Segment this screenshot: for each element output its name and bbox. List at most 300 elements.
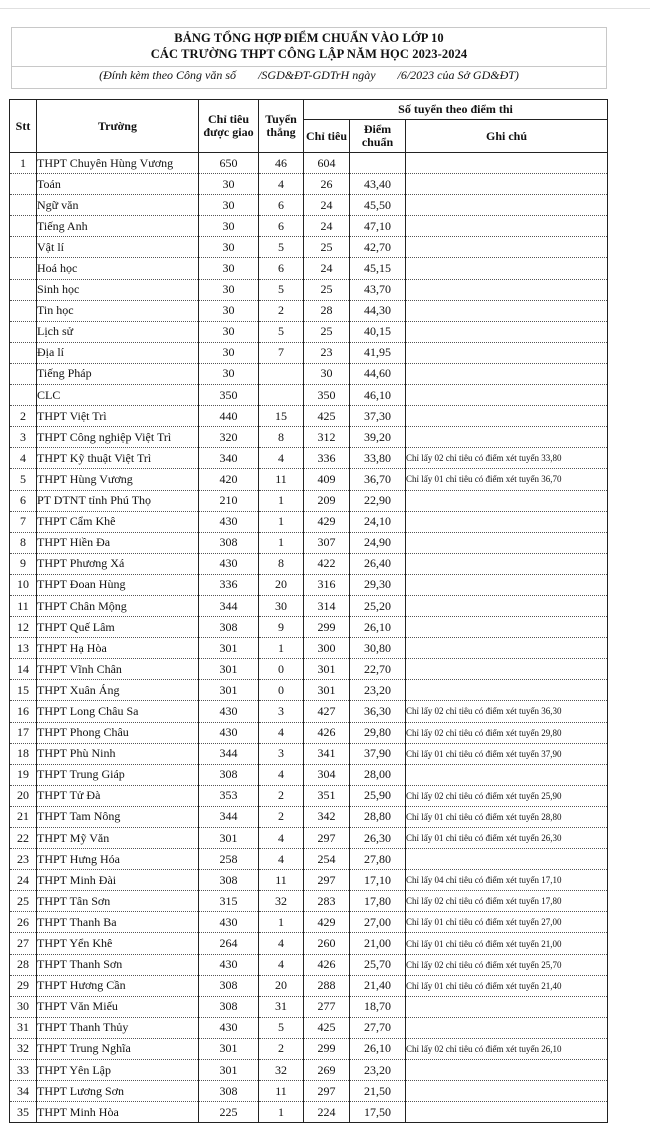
title-line-2: CÁC TRƯỜNG THPT CÔNG LẬP NĂM HỌC 2023-2024: [150, 47, 468, 61]
row-stt: 15: [10, 680, 37, 701]
table-body: [10, 153, 608, 1123]
table-row: [10, 321, 608, 342]
table-row: [10, 258, 608, 279]
reference-part-2: /SGD&ĐT-GDTrH ngày: [258, 68, 376, 82]
row-school: THPT Kỹ thuật Việt Trì: [37, 448, 199, 469]
row-direct: 1: [259, 511, 304, 532]
row-school: THPT Minh Hòa: [37, 1102, 199, 1123]
table-row: [10, 933, 608, 954]
row-cutoff: 25,20: [350, 595, 406, 616]
table-row: [10, 385, 608, 406]
page-top-edge: [0, 0, 650, 9]
row-note: Chỉ lấy 02 chỉ tiêu có điểm xét tuyển 36,30: [406, 701, 608, 722]
row-quota: 301: [199, 1060, 259, 1081]
row-direct: 32: [259, 1060, 304, 1081]
row-cutoff: 17,50: [350, 1102, 406, 1123]
row-school: THPT Yên Lập: [37, 1060, 199, 1081]
table-row: [10, 237, 608, 258]
row-direct: 6: [259, 195, 304, 216]
table-row: [10, 511, 608, 532]
row-cutoff: 21,50: [350, 1081, 406, 1102]
table-row: [10, 469, 608, 490]
row-cutoff: 17,10: [350, 870, 406, 891]
header-direct-admission: Tuyển thẳng: [259, 100, 304, 153]
row-note: Chỉ lấy 01 chỉ tiêu có điểm xét tuyển 21,40: [406, 975, 608, 996]
row-exam-quota: 341: [304, 743, 350, 764]
row-school: Lịch sử: [37, 321, 199, 342]
row-direct: 8: [259, 553, 304, 574]
row-school: Tin học: [37, 300, 199, 321]
table-row: [10, 595, 608, 616]
row-direct: 6: [259, 258, 304, 279]
row-stt: 19: [10, 764, 37, 785]
row-cutoff: 26,10: [350, 1038, 406, 1059]
row-stt: 4: [10, 448, 37, 469]
row-stt: 21: [10, 806, 37, 827]
document-reference: [12, 68, 606, 83]
row-school: THPT Thanh Ba: [37, 912, 199, 933]
row-exam-quota: 422: [304, 553, 350, 574]
row-school: Hoá học: [37, 258, 199, 279]
row-quota: 430: [199, 954, 259, 975]
row-school: THPT Vĩnh Chân: [37, 659, 199, 680]
row-direct: 32: [259, 891, 304, 912]
row-exam-quota: 288: [304, 975, 350, 996]
row-exam-quota: 23: [304, 342, 350, 363]
row-note: [406, 553, 608, 574]
row-stt: 7: [10, 511, 37, 532]
row-note: Chỉ lấy 04 chỉ tiêu có điểm xét tuyển 17,10: [406, 870, 608, 891]
row-direct: 5: [259, 1017, 304, 1038]
row-note: [406, 237, 608, 258]
row-note: [406, 342, 608, 363]
row-school: THPT Hiền Đa: [37, 532, 199, 553]
row-exam-quota: 409: [304, 469, 350, 490]
row-note: Chỉ lấy 01 chỉ tiêu có điểm xét tuyển 28,80: [406, 806, 608, 827]
row-direct: 2: [259, 300, 304, 321]
row-note: Chỉ lấy 02 chỉ tiêu có điểm xét tuyển 33,80: [406, 448, 608, 469]
row-note: [406, 1081, 608, 1102]
row-direct: 3: [259, 701, 304, 722]
row-quota: 30: [199, 342, 259, 363]
row-direct: 20: [259, 574, 304, 595]
row-note: Chỉ lấy 02 chỉ tiêu có điểm xét tuyển 17,80: [406, 891, 608, 912]
row-cutoff: 37,90: [350, 743, 406, 764]
row-exam-quota: 24: [304, 216, 350, 237]
table-row: [10, 427, 608, 448]
table-row: [10, 680, 608, 701]
row-quota: 430: [199, 722, 259, 743]
row-note: [406, 153, 608, 174]
row-direct: 5: [259, 321, 304, 342]
row-cutoff: 21,00: [350, 933, 406, 954]
row-direct: 4: [259, 954, 304, 975]
table-row: [10, 743, 608, 764]
row-stt: 27: [10, 933, 37, 954]
table-row: [10, 891, 608, 912]
row-school: THPT Trung Giáp: [37, 764, 199, 785]
row-quota: 301: [199, 659, 259, 680]
row-quota: 301: [199, 1038, 259, 1059]
row-note: Chỉ lấy 01 chỉ tiêu có điểm xét tuyển 36,70: [406, 469, 608, 490]
row-cutoff: 24,10: [350, 511, 406, 532]
row-cutoff: 17,80: [350, 891, 406, 912]
row-school: THPT Hùng Vương: [37, 469, 199, 490]
row-stt: 31: [10, 1017, 37, 1038]
row-exam-quota: 350: [304, 385, 350, 406]
row-note: Chỉ lấy 01 chỉ tiêu có điểm xét tuyển 37,90: [406, 743, 608, 764]
table-row: [10, 1102, 608, 1123]
row-quota: 420: [199, 469, 259, 490]
row-exam-quota: 336: [304, 448, 350, 469]
row-direct: 4: [259, 764, 304, 785]
row-exam-quota: 604: [304, 153, 350, 174]
row-direct: 2: [259, 1038, 304, 1059]
row-cutoff: 44,60: [350, 363, 406, 384]
row-note: Chỉ lấy 01 chỉ tiêu có điểm xét tuyển 26,30: [406, 828, 608, 849]
table-row: [10, 785, 608, 806]
row-quota: 440: [199, 406, 259, 427]
row-cutoff: 27,70: [350, 1017, 406, 1038]
row-exam-quota: 426: [304, 722, 350, 743]
row-note: [406, 764, 608, 785]
row-exam-quota: 209: [304, 490, 350, 511]
row-exam-quota: 299: [304, 1038, 350, 1059]
row-note: [406, 174, 608, 195]
row-cutoff: 37,30: [350, 406, 406, 427]
row-exam-quota: 25: [304, 321, 350, 342]
row-cutoff: 27,80: [350, 849, 406, 870]
row-cutoff: 46,10: [350, 385, 406, 406]
row-direct: 46: [259, 153, 304, 174]
row-stt: [10, 279, 37, 300]
row-quota: 301: [199, 680, 259, 701]
row-note: [406, 996, 608, 1017]
row-stt: 12: [10, 617, 37, 638]
table-row: [10, 701, 608, 722]
row-direct: 30: [259, 595, 304, 616]
row-note: [406, 680, 608, 701]
row-stt: [10, 300, 37, 321]
row-direct: 20: [259, 975, 304, 996]
row-quota: 336: [199, 574, 259, 595]
table-row: [10, 870, 608, 891]
row-quota: 344: [199, 806, 259, 827]
row-direct: 5: [259, 279, 304, 300]
row-exam-quota: 269: [304, 1060, 350, 1081]
row-stt: 1: [10, 153, 37, 174]
row-direct: [259, 385, 304, 406]
row-quota: 30: [199, 300, 259, 321]
row-exam-quota: 297: [304, 828, 350, 849]
row-note: [406, 638, 608, 659]
row-note: [406, 300, 608, 321]
row-stt: [10, 363, 37, 384]
row-note: [406, 574, 608, 595]
table-row: [10, 828, 608, 849]
row-stt: 22: [10, 828, 37, 849]
row-school: THPT Tân Sơn: [37, 891, 199, 912]
row-exam-quota: 316: [304, 574, 350, 595]
row-direct: 6: [259, 216, 304, 237]
table-row: [10, 806, 608, 827]
row-quota: 225: [199, 1102, 259, 1123]
row-quota: 308: [199, 996, 259, 1017]
row-quota: 344: [199, 743, 259, 764]
row-school: THPT Tam Nông: [37, 806, 199, 827]
row-cutoff: 33,80: [350, 448, 406, 469]
row-school: THPT Tử Đà: [37, 785, 199, 806]
row-exam-quota: 314: [304, 595, 350, 616]
row-stt: 5: [10, 469, 37, 490]
row-stt: 33: [10, 1060, 37, 1081]
row-cutoff: 27,00: [350, 912, 406, 933]
table-row: [10, 174, 608, 195]
row-exam-quota: 299: [304, 617, 350, 638]
row-quota: 430: [199, 511, 259, 532]
row-quota: 30: [199, 174, 259, 195]
row-school: Tiếng Anh: [37, 216, 199, 237]
header-note: Ghi chú: [406, 120, 608, 153]
row-quota: 301: [199, 638, 259, 659]
row-quota: 308: [199, 870, 259, 891]
row-cutoff: 36,70: [350, 469, 406, 490]
row-direct: 2: [259, 785, 304, 806]
row-note: [406, 490, 608, 511]
row-exam-quota: 425: [304, 1017, 350, 1038]
row-school: THPT Trung Nghĩa: [37, 1038, 199, 1059]
row-direct: 15: [259, 406, 304, 427]
row-stt: [10, 174, 37, 195]
row-exam-quota: 224: [304, 1102, 350, 1123]
row-quota: 30: [199, 321, 259, 342]
row-quota: 650: [199, 153, 259, 174]
row-quota: 315: [199, 891, 259, 912]
row-stt: 6: [10, 490, 37, 511]
row-direct: 3: [259, 743, 304, 764]
row-direct: 1: [259, 490, 304, 511]
row-quota: 30: [199, 279, 259, 300]
row-school: THPT Long Châu Sa: [37, 701, 199, 722]
row-quota: 30: [199, 216, 259, 237]
row-school: THPT Yển Khê: [37, 933, 199, 954]
table-row: [10, 363, 608, 384]
table-row: [10, 975, 608, 996]
row-exam-quota: 427: [304, 701, 350, 722]
cutoff-score-table: [9, 99, 608, 1123]
table-row: [10, 342, 608, 363]
row-exam-quota: 304: [304, 764, 350, 785]
table-row: [10, 912, 608, 933]
row-cutoff: 23,20: [350, 680, 406, 701]
row-stt: [10, 195, 37, 216]
row-cutoff: 23,20: [350, 1060, 406, 1081]
row-school: THPT Chuyên Hùng Vương: [37, 153, 199, 174]
row-direct: 1: [259, 1102, 304, 1123]
row-stt: 3: [10, 427, 37, 448]
row-stt: [10, 258, 37, 279]
row-stt: [10, 342, 37, 363]
row-exam-quota: 26: [304, 174, 350, 195]
row-exam-quota: 24: [304, 258, 350, 279]
row-direct: 1: [259, 532, 304, 553]
row-cutoff: 36,30: [350, 701, 406, 722]
row-cutoff: 21,40: [350, 975, 406, 996]
row-quota: 340: [199, 448, 259, 469]
row-school: CLC: [37, 385, 199, 406]
row-cutoff: 24,90: [350, 532, 406, 553]
table-row: [10, 954, 608, 975]
row-cutoff: 26,40: [350, 553, 406, 574]
row-quota: 30: [199, 195, 259, 216]
row-note: [406, 511, 608, 532]
row-exam-quota: 351: [304, 785, 350, 806]
row-note: Chỉ lấy 01 chỉ tiêu có điểm xét tuyển 21,00: [406, 933, 608, 954]
row-quota: 30: [199, 237, 259, 258]
table-row: [10, 553, 608, 574]
document-header: [11, 27, 607, 89]
row-note: [406, 532, 608, 553]
row-direct: 9: [259, 617, 304, 638]
row-direct: 7: [259, 342, 304, 363]
header-divider: [12, 66, 606, 67]
row-stt: 14: [10, 659, 37, 680]
row-note: [406, 363, 608, 384]
row-stt: 9: [10, 553, 37, 574]
row-exam-quota: 283: [304, 891, 350, 912]
row-stt: 8: [10, 532, 37, 553]
table-row: [10, 1060, 608, 1081]
row-school: THPT Phù Ninh: [37, 743, 199, 764]
row-direct: 4: [259, 933, 304, 954]
row-school: Toán: [37, 174, 199, 195]
row-school: Địa lí: [37, 342, 199, 363]
row-note: [406, 385, 608, 406]
title-line-1: BẢNG TỔNG HỢP ĐIỂM CHUẨN VÀO LỚP 10: [174, 31, 444, 45]
row-exam-quota: 425: [304, 406, 350, 427]
row-exam-quota: 28: [304, 300, 350, 321]
row-exam-quota: 297: [304, 870, 350, 891]
row-school: THPT Thanh Sơn: [37, 954, 199, 975]
row-stt: 2: [10, 406, 37, 427]
row-exam-quota: 297: [304, 1081, 350, 1102]
row-school: THPT Mỹ Văn: [37, 828, 199, 849]
row-direct: 1: [259, 638, 304, 659]
row-quota: 350: [199, 385, 259, 406]
row-cutoff: 47,10: [350, 216, 406, 237]
header-cutoff: Điểm chuẩn: [350, 120, 406, 153]
row-quota: 30: [199, 258, 259, 279]
row-exam-quota: 429: [304, 511, 350, 532]
row-school: THPT Chân Mộng: [37, 595, 199, 616]
row-stt: 16: [10, 701, 37, 722]
row-exam-quota: 312: [304, 427, 350, 448]
row-direct: 31: [259, 996, 304, 1017]
row-stt: 20: [10, 785, 37, 806]
header-stt: Stt: [10, 100, 37, 153]
row-quota: 308: [199, 617, 259, 638]
row-exam-quota: 301: [304, 659, 350, 680]
table-row: [10, 1017, 608, 1038]
row-school: THPT Phong Châu: [37, 722, 199, 743]
row-stt: 34: [10, 1081, 37, 1102]
table-row: [10, 195, 608, 216]
row-stt: 28: [10, 954, 37, 975]
row-direct: 0: [259, 659, 304, 680]
row-school: THPT Phương Xá: [37, 553, 199, 574]
row-school: THPT Cẩm Khê: [37, 511, 199, 532]
row-exam-quota: 277: [304, 996, 350, 1017]
header-exam-quota: Chỉ tiêu: [304, 120, 350, 153]
row-stt: 23: [10, 849, 37, 870]
row-direct: [259, 363, 304, 384]
row-direct: 5: [259, 237, 304, 258]
row-school: THPT Thanh Thủy: [37, 1017, 199, 1038]
row-exam-quota: 301: [304, 680, 350, 701]
table-row: [10, 1081, 608, 1102]
row-cutoff: 45,50: [350, 195, 406, 216]
row-stt: 10: [10, 574, 37, 595]
header-exam-group: Số tuyển theo điểm thi: [304, 100, 608, 120]
row-note: [406, 849, 608, 870]
row-exam-quota: 24: [304, 195, 350, 216]
row-note: [406, 1060, 608, 1081]
row-direct: 11: [259, 870, 304, 891]
row-cutoff: 43,70: [350, 279, 406, 300]
row-exam-quota: 25: [304, 237, 350, 258]
row-school: THPT Hạ Hòa: [37, 638, 199, 659]
row-cutoff: 39,20: [350, 427, 406, 448]
row-direct: 2: [259, 806, 304, 827]
reference-part-1: (Đính kèm theo Công văn số: [99, 68, 237, 82]
row-cutoff: 40,15: [350, 321, 406, 342]
row-school: Tiếng Pháp: [37, 363, 199, 384]
row-cutoff: 29,80: [350, 722, 406, 743]
row-school: THPT Lương Sơn: [37, 1081, 199, 1102]
row-note: [406, 617, 608, 638]
header-school: Trường: [37, 100, 199, 153]
row-quota: 264: [199, 933, 259, 954]
row-note: [406, 195, 608, 216]
row-quota: 258: [199, 849, 259, 870]
row-note: [406, 1017, 608, 1038]
row-school: THPT Hưng Hóa: [37, 849, 199, 870]
row-school: THPT Minh Đài: [37, 870, 199, 891]
table-row: [10, 216, 608, 237]
row-cutoff: 22,70: [350, 659, 406, 680]
row-quota: 308: [199, 1081, 259, 1102]
row-quota: 320: [199, 427, 259, 448]
row-stt: 29: [10, 975, 37, 996]
row-note: Chỉ lấy 02 chỉ tiêu có điểm xét tuyển 25,70: [406, 954, 608, 975]
table-row: [10, 574, 608, 595]
row-note: Chỉ lấy 02 chỉ tiêu có điểm xét tuyển 25,90: [406, 785, 608, 806]
row-exam-quota: 429: [304, 912, 350, 933]
row-school: THPT Văn Miếu: [37, 996, 199, 1017]
row-quota: 430: [199, 553, 259, 574]
row-cutoff: 26,30: [350, 828, 406, 849]
row-cutoff: 28,00: [350, 764, 406, 785]
row-quota: 353: [199, 785, 259, 806]
table-row: [10, 532, 608, 553]
row-quota: 344: [199, 595, 259, 616]
row-cutoff: 41,95: [350, 342, 406, 363]
row-school: THPT Việt Trì: [37, 406, 199, 427]
row-direct: 4: [259, 174, 304, 195]
row-cutoff: 28,80: [350, 806, 406, 827]
row-stt: 11: [10, 595, 37, 616]
row-exam-quota: 30: [304, 363, 350, 384]
